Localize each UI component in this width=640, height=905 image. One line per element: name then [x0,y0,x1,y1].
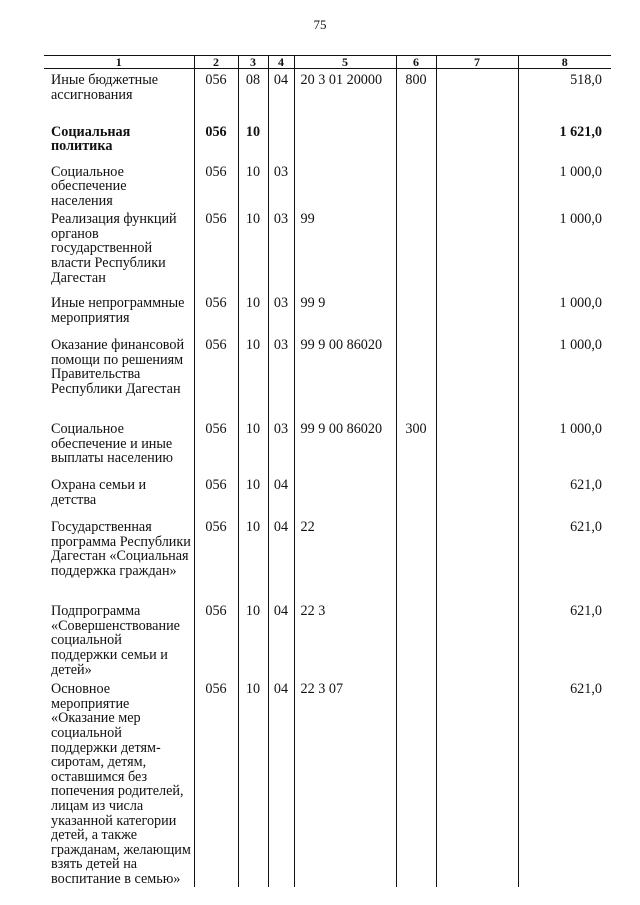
row-subsection-cell [268,121,294,161]
row-name-cell: Реализация функций органов государственной власти Республики Дагестан [51,211,177,286]
row-subsection-cell: 04 [268,474,294,516]
row-code-cell: 056 [194,474,238,516]
row-section-cell: 10 [238,292,268,334]
row-subsection-cell: 03 [268,161,294,209]
row-amount-cell: 621,0 [518,474,611,516]
row-col7-cell [436,516,518,600]
row-section-cell: 10 [238,474,268,516]
table-row [44,474,611,516]
row-code-cell: 056 [194,516,238,600]
column-header: 6 [396,56,436,69]
column-header: 3 [238,56,268,69]
table-header-row [44,56,611,69]
row-code-cell: 056 [194,418,238,474]
row-amount-cell: 621,0 [518,600,611,678]
column-header: 5 [294,56,396,69]
row-amount-cell: 1 000,0 [518,292,611,334]
row-expense-type-cell: 300 [396,418,436,474]
row-amount-cell: 1 000,0 [518,161,611,209]
column-header: 2 [194,56,238,69]
page-number: 75 [313,17,327,32]
table-row [44,516,611,600]
row-col7-cell [436,600,518,678]
row-subsection-cell: 04 [268,600,294,678]
row-expense-type-cell [396,474,436,516]
table-row [44,418,611,474]
row-amount-cell: 1 000,0 [518,418,611,474]
row-expense-type-cell [396,678,436,886]
row-target-article-cell: 20 3 01 20000 [294,69,396,121]
row-expense-type-cell [396,600,436,678]
row-subsection-cell: 03 [268,334,294,418]
row-amount-cell: 1 000,0 [518,208,611,292]
row-amount-cell: 621,0 [518,678,611,886]
column-header: 8 [518,56,611,69]
row-target-article-cell: 22 3 [294,600,396,678]
row-col7-cell [436,292,518,334]
row-code-cell: 056 [194,208,238,292]
row-col7-cell [436,69,518,121]
row-name-cell: Основное мероприятие «Оказание мер социальной поддержки детям-сиротам, детям, оставшимся без попечения родителей, лицам из числа указанной категории детей, а также гражданам, желающим взять детей на воспитание в семью» [51,681,191,887]
row-expense-type-cell [396,208,436,292]
row-target-article-cell [294,474,396,516]
row-expense-type-cell [396,161,436,209]
row-section-cell: 10 [238,334,268,418]
row-section-cell: 10 [238,161,268,209]
row-section-cell: 10 [238,678,268,886]
row-col7-cell [436,678,518,886]
row-code-cell: 056 [194,161,238,209]
row-col7-cell [436,334,518,418]
row-name-cell: Иные непрограммные мероприятия [51,295,185,326]
table-row [44,292,611,334]
row-subsection-cell: 04 [268,516,294,600]
row-name-cell: Оказание финансовой помощи по решениям Правительства Республики Дагестан [51,337,185,398]
row-subsection-cell: 04 [268,678,294,886]
budget-table [44,55,611,887]
row-col7-cell [436,161,518,209]
row-amount-cell: 1 621,0 [518,121,611,161]
row-code-cell: 056 [194,678,238,886]
row-subsection-cell: 03 [268,418,294,474]
row-section-cell: 10 [238,600,268,678]
row-target-article-cell: 22 3 07 [294,678,396,886]
row-section-cell: 10 [238,418,268,474]
row-col7-cell [436,474,518,516]
row-target-article-cell: 99 [294,208,396,292]
row-code-cell: 056 [194,292,238,334]
table-row [44,121,611,161]
row-col7-cell [436,208,518,292]
column-header: 7 [436,56,518,69]
row-amount-cell: 1 000,0 [518,334,611,418]
row-name-cell: Социальное обеспечение и иные выплаты населению [51,421,173,467]
row-col7-cell [436,121,518,161]
row-name-cell: Социальная политика [51,123,131,155]
row-name-cell: Государственная программа Республики Дагестан «Социальная поддержка граждан» [51,519,191,580]
row-expense-type-cell [396,516,436,600]
row-name-cell: Подпрограмма «Совершенствование социальной поддержки семьи и детей» [51,603,180,678]
column-header: 1 [44,56,194,69]
row-amount-cell: 621,0 [518,516,611,600]
row-expense-type-cell [396,292,436,334]
row-section-cell: 10 [238,208,268,292]
table-row [44,69,611,121]
row-subsection-cell: 04 [268,69,294,121]
row-subsection-cell: 03 [268,208,294,292]
table-row [44,208,611,292]
row-code-cell: 056 [194,600,238,678]
table-row [44,678,611,886]
row-target-article-cell [294,161,396,209]
row-target-article-cell: 22 [294,516,396,600]
row-target-article-cell: 99 9 00 86020 [294,334,396,418]
row-col7-cell [436,418,518,474]
row-name-cell: Иные бюджетные ассигнования [51,72,159,103]
table-row [44,161,611,209]
row-name-cell: Социальное обеспечение населения [51,163,127,209]
table-row [44,600,611,678]
row-section-cell: 08 [238,69,268,121]
row-target-article-cell [294,121,396,161]
row-code-cell: 056 [194,334,238,418]
column-header: 4 [268,56,294,69]
row-expense-type-cell [396,334,436,418]
table-row [44,334,611,418]
row-target-article-cell: 99 9 [294,292,396,334]
table-body [44,69,611,887]
row-section-cell: 10 [238,121,268,161]
row-section-cell: 10 [238,516,268,600]
row-code-cell: 056 [194,69,238,121]
row-target-article-cell: 99 9 00 86020 [294,418,396,474]
row-code-cell: 056 [194,121,238,161]
row-subsection-cell: 03 [268,292,294,334]
row-name-cell: Охрана семьи и детства [51,477,147,508]
row-expense-type-cell: 800 [396,69,436,121]
row-expense-type-cell [396,121,436,161]
row-amount-cell: 518,0 [518,69,611,121]
